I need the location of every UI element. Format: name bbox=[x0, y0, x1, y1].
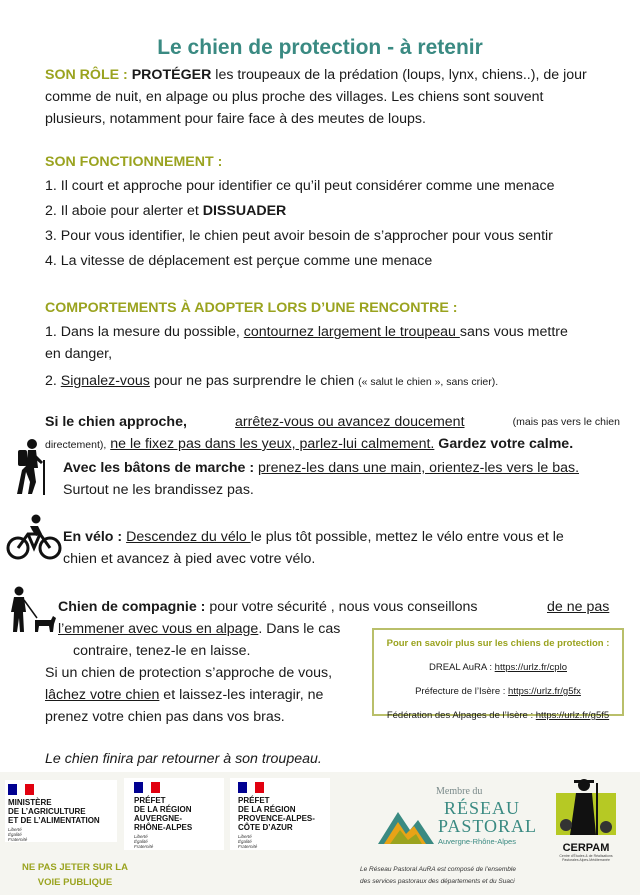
prefet-paca-logo: PRÉFET DE LA RÉGION PROVENCE-ALPES- CÔTE D’AZUR Liberté Égalité Fraternité bbox=[230, 778, 330, 850]
approche-calm: Gardez votre calme. bbox=[438, 436, 574, 452]
list-item: 1. Il court et approche pour identifier ce qu’il peut considérer comme une menace bbox=[45, 178, 555, 194]
page-title: Le chien de protection - à retenir bbox=[157, 36, 483, 59]
info-box-title: Pour en savoir plus sur les chiens de protection : bbox=[386, 638, 610, 649]
role-label: SON RÔLE : bbox=[45, 67, 132, 83]
compagnie-line3: contraire, tenez-le en laisse. bbox=[73, 643, 251, 659]
approche-link2: ne le fixez pas dans les yeux, parlez-lui calmement. bbox=[110, 436, 435, 452]
info-box bbox=[372, 628, 624, 721]
prefet-aura-logo: PRÉFET DE LA RÉGION AUVERGNE- RHÔNE-ALPES Liberté Égalité Fraternité bbox=[124, 778, 224, 850]
hiker-icon bbox=[12, 438, 52, 496]
info-link-federation[interactable]: Fédération des Alpages de l’Isère : https://urlz.fr/g5f5 bbox=[386, 710, 610, 721]
batons-paragraph: Avec les bâtons de marche : prenez-les dans une main, orientez-les vers le bas. Surtout ne les brandissez pas. bbox=[63, 460, 580, 498]
french-flag-icon bbox=[134, 782, 160, 793]
list-item: 3. Pour vous identifier, le chien peut avoir besoin de s’approcher pour vous sentir bbox=[45, 228, 553, 244]
fonctionnement-list bbox=[45, 175, 625, 272]
conclusion: Le chien finira par retourner à son troupeau. bbox=[45, 751, 322, 767]
role-verb: PROTÉGER bbox=[131, 67, 212, 83]
shepherd-icon bbox=[556, 777, 616, 835]
list-item: 1. Dans la mesure du possible, contournez largement le troupeau sans vous mettre bbox=[45, 324, 568, 340]
info-link-dreal[interactable]: DREAL AuRA : https://urlz.fr/cplo bbox=[429, 662, 567, 673]
french-flag-icon bbox=[238, 782, 264, 793]
list-item: 2. Signalez-vous pour ne pas surprendre le chien (« salut le chien », sans crier). bbox=[45, 373, 499, 389]
reseau-note: Le Réseau Pastoral AuRA est composé de l’ensemble des services pastoraux des départements et du Suaci bbox=[360, 866, 516, 885]
role-text: les troupeaux de la prédation (loups, lynx, chiens..), de jour bbox=[211, 67, 587, 83]
mountain-icon bbox=[376, 806, 436, 846]
info-link-prefecture[interactable]: Préfecture de l’Isère : https://urlz.fr/g5fx bbox=[415, 686, 581, 697]
compagnie-paragraph-2: Si un chien de protection s’approche de vous, lâchez votre chien et laissez-les interagir, ne prenez votre chien pas dans vos bras. bbox=[45, 665, 333, 725]
role-section bbox=[45, 64, 620, 130]
role-text: comme de nuit, en alpage ou plus proche des villages. Les chiens sont souvent bbox=[45, 89, 544, 105]
ne-pas-jeter-text: NE PAS JETER SUR LA VOIE PUBLIQUE bbox=[22, 862, 128, 888]
ministere-logo: MINISTÈRE DE L’AGRICULTURE ET DE L’ALIMENTATION Liberté Égalité Fraternité bbox=[5, 780, 117, 842]
role-text: plusieurs, notamment pour faire face à des meutes de loups. bbox=[45, 111, 426, 127]
list-item: 2. Il aboie pour alerter et DISSUADER bbox=[45, 203, 287, 219]
cerpam-logo: CERPAM Centre d’Études & de Réalisations Pastorales Alpes-Méditerranée bbox=[556, 777, 616, 862]
list-item: 4. La vitesse de déplacement est perçue comme une menace bbox=[45, 253, 433, 269]
bicycle-icon bbox=[6, 514, 62, 562]
compagnie-line2: l’emmener avec vous en alpage. Dans le cas bbox=[58, 621, 341, 637]
list-item: en danger, bbox=[45, 346, 113, 362]
compagnie-paragraph: Chien de compagnie : pour votre sécurité , nous vous conseillons bbox=[58, 599, 478, 615]
approche-paragraph bbox=[45, 411, 620, 456]
comportements-heading: COMPORTEMENTS À ADOPTER LORS D’UNE RENCONTRE : bbox=[45, 300, 458, 316]
velo-paragraph: En vélo : Descendez du vélo le plus tôt possible, mettez le vélo entre vous et le chien et avancez à pied avec votre vélo. bbox=[63, 529, 564, 567]
compagnie-link: de ne pas bbox=[547, 599, 610, 615]
french-flag-icon bbox=[8, 784, 34, 795]
approche-small: (mais pas vers le chien bbox=[512, 416, 620, 428]
fonctionnement-heading: SON FONCTIONNEMENT : bbox=[45, 154, 223, 170]
approche-bold: Si le chien approche, bbox=[45, 414, 187, 430]
reseau-pastoral-logo: Membre du RÉSEAU PASTORAL Auvergne-Rhône-Alpes bbox=[376, 782, 536, 852]
dog-walker-icon bbox=[7, 586, 57, 634]
approche-link1: arrêtez-vous ou avancez doucement bbox=[235, 414, 465, 430]
comportements-list bbox=[45, 321, 625, 393]
approche-small: directement), bbox=[45, 439, 107, 451]
